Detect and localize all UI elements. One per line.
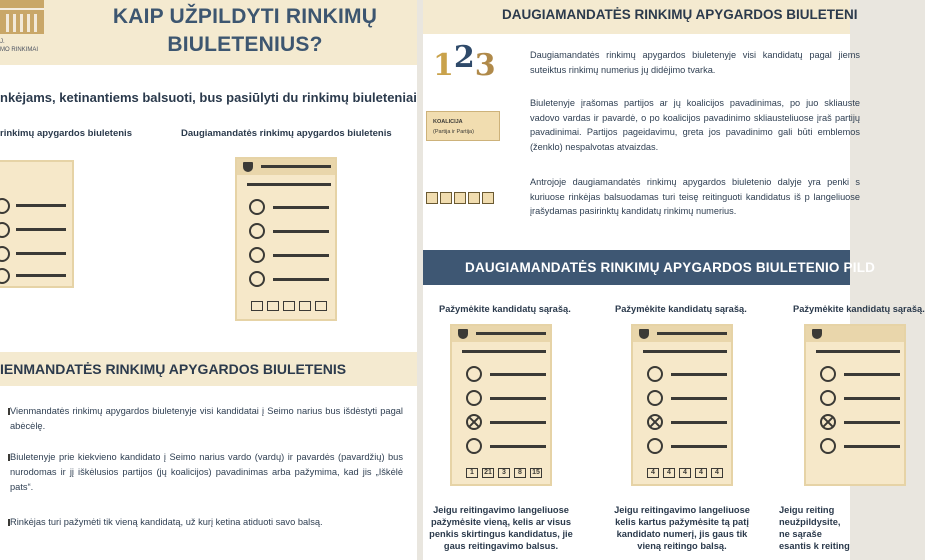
ballot-circle	[249, 223, 265, 239]
bullet-paragraph: Vienmandatės rinkimų apygardos biuletenyje visi kandidatai į Seimo narius bus išdėstyti pagal abėcėlę.	[10, 404, 403, 434]
ranking-box: 15	[530, 468, 542, 478]
left-header	[0, 0, 417, 65]
ballot-line	[16, 274, 66, 277]
ballot-line	[273, 230, 329, 233]
ballot-circle	[0, 198, 10, 214]
ballot-line	[16, 228, 66, 231]
ranking-box: 3	[498, 468, 510, 478]
ballot-line	[490, 373, 546, 376]
ballot-line	[490, 421, 546, 424]
single-mandate-ballot-label: rinkimų apygardos biuletenis	[0, 128, 132, 139]
ballot-line	[462, 350, 546, 353]
ballot-line	[273, 278, 329, 281]
ballot-line	[490, 397, 546, 400]
ballot-line	[657, 332, 727, 335]
right-page	[423, 0, 925, 560]
mark-list-label: Pažymėkite kandidatų sąrašą.	[793, 304, 925, 314]
ballot-line	[844, 373, 900, 376]
emblem-icon	[639, 329, 649, 339]
ballot-circle	[820, 438, 836, 454]
ballot-circle	[466, 438, 482, 454]
right-header-title: DAUGIAMANDATĖS RINKIMŲ APYGARDOS BIULETENI	[502, 7, 858, 22]
ranking-box	[267, 301, 279, 311]
ballot-line	[671, 397, 727, 400]
instructions-band-title: DAUGIAMANDATĖS RINKIMŲ APYGARDOS BIULETENIO PILD	[465, 260, 876, 275]
emblem-icon	[812, 329, 822, 339]
mark-list-label: Pažymėkite kandidatų sąrašą.	[439, 304, 571, 314]
ballot-line	[671, 421, 727, 424]
coalition-sub-label: (Partija ir Partija)	[433, 129, 474, 135]
bullet-paragraph: Rinkėjas turi pažymėti tik vieną kandidatą, už kurį ketina atiduoti savo balsą.	[10, 515, 403, 530]
ranking-box: 21	[482, 468, 494, 478]
ballot-circle	[466, 390, 482, 406]
ballot-header	[806, 326, 904, 342]
ranking-box: 4	[663, 468, 675, 478]
ballot-line	[643, 350, 727, 353]
ballot-line	[261, 165, 331, 168]
coalition-box-illustration	[426, 111, 500, 141]
digit-two: 2	[453, 40, 475, 75]
seimas-logo-icon	[0, 0, 44, 34]
ballot-numbers-illustration	[433, 40, 496, 83]
ballot-line	[844, 397, 900, 400]
example-ballot-3	[804, 324, 906, 486]
ranking-box: 4	[679, 468, 691, 478]
ballot-line	[16, 204, 66, 207]
marked-circle-icon	[647, 414, 663, 430]
ballot-line	[671, 445, 727, 448]
digit-three: 3	[474, 48, 496, 83]
section-title: IENMANDATĖS RINKIMŲ APYGARDOS BIULETENIS	[0, 361, 347, 377]
marked-circle-icon	[466, 414, 482, 430]
ballot-circle	[0, 268, 10, 284]
ranking-box: 4	[647, 468, 659, 478]
ballot-line	[476, 332, 546, 335]
section-band	[0, 352, 417, 386]
bullet-paragraph: Biuletenyje prie kiekvieno kandidato į Seimo narius vardo (vardų) ir pavardės (pavardžių) bus nurodomas ir jį iškėlusios partijos (jų koalicijos) pavadinimas arba pažymima, kad jis „Iškėlė pats“.	[10, 450, 403, 495]
example-ballot-1	[450, 324, 552, 486]
ranking-box	[251, 301, 263, 311]
ballot-circle	[466, 366, 482, 382]
ballot-circle	[0, 222, 10, 238]
example-ballot-2	[631, 324, 733, 486]
ballot-circle	[249, 247, 265, 263]
right-header	[423, 0, 858, 34]
ballot-line	[844, 445, 900, 448]
ballot-circle	[249, 199, 265, 215]
ranking-box	[315, 301, 327, 311]
ballot-line	[16, 252, 66, 255]
ballot-circle	[647, 438, 663, 454]
ballot-line	[247, 183, 331, 186]
instructions-band	[423, 250, 876, 285]
ballot-circle	[820, 366, 836, 382]
example-caption: Jeigu reitingavimo langeliuose kelis kartus pažymėsite tą patį kandidato numerį, jis gaus tik vieną reitingo balsą.	[614, 505, 750, 551]
single-mandate-ballot-illustration	[0, 160, 74, 288]
marked-circle-icon	[820, 414, 836, 430]
intro-text: nkėjams, ketinantiems balsuoti, bus pasiūlyti du rinkimų biuleteniai	[0, 90, 417, 105]
logo-text: J. MO RINKIMAI	[0, 39, 39, 53]
multi-mandate-ballot-illustration	[235, 157, 337, 321]
page-title: KAIP UŽPILDYTI RINKIMŲ BIULETENIUS?	[112, 5, 378, 56]
info-paragraph: Daugiamandatės rinkimų apygardos biuletenyje visi kandidatų pagal jiems suteiktus rinkimų numerius jų didėjimo tvarka.	[530, 50, 860, 75]
ranking-box: 1	[466, 468, 478, 478]
multi-mandate-ballot-label: Daugiamandatės rinkimų apygardos biuletenis	[181, 128, 392, 139]
example-caption: Jeigu reiting neužpildysite, ne sąraše esantis k reiting	[779, 505, 850, 551]
ballot-circle	[820, 390, 836, 406]
ranking-box: 8	[514, 468, 526, 478]
info-paragraph: Antrojoje daugiamandatės rinkimų apygardos biuletenio dalyje yra penki s kuriuose rinkėjas balsuodamas turi teisę reitinguoti kandidatus iš p langeliuose įrašydamas pasirinktų kandidatų rinkimų numerius.	[530, 177, 860, 216]
ballot-line	[671, 373, 727, 376]
ballot-circle	[647, 366, 663, 382]
ballot-circle	[0, 246, 10, 262]
ballot-line	[816, 350, 900, 353]
ballot-line	[490, 445, 546, 448]
ranking-box: 4	[711, 468, 723, 478]
ballot-circle	[647, 390, 663, 406]
ranking-box: 4	[695, 468, 707, 478]
digit-one: 1	[433, 48, 454, 83]
mark-list-label: Pažymėkite kandidatų sąrašą.	[615, 304, 747, 314]
five-ranking-boxes-icon	[426, 191, 496, 209]
ballot-line	[844, 421, 900, 424]
ballot-line	[273, 206, 329, 209]
example-caption: Jeigu reitingavimo langeliuose pažymėsite vieną, kelis ar visus penkis skirtingus kandidatus, jie gaus reitingavimo balsus.	[429, 505, 573, 551]
ballot-circle	[249, 271, 265, 287]
ranking-box	[299, 301, 311, 311]
coalition-label: KOALICIJA	[433, 119, 463, 125]
info-paragraph: Biuletenyje įrašomas partijos ar jų koalicijos pavadinimas, po juo skliauste vadovo vardas ir pavardė, o po koalicijos pavadinimo skliausteliuose įraš partijų pavadinimai. Partijos pageidavimu, greta jos pavadinimo gali būti emblemos (ženklo) nespalvotas atvaizdas.	[530, 98, 860, 152]
emblem-icon	[458, 329, 468, 339]
emblem-icon	[243, 162, 253, 172]
left-page	[0, 0, 417, 560]
ballot-line	[273, 254, 329, 257]
ranking-box	[283, 301, 295, 311]
